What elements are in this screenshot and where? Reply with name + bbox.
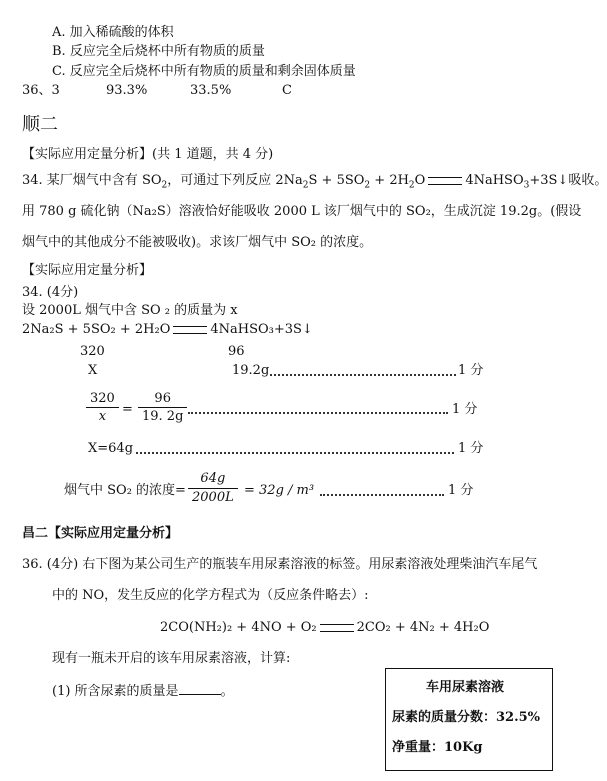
label-mass-fraction: 尿素的质量分数：32.5% <box>392 710 541 725</box>
point-3: 1 分 <box>458 441 484 456</box>
equals-arrow <box>428 177 462 185</box>
question-34-line1: 34. 某厂烟气中含有 $SO_2$，可通过下列反应 $2Na_2S + 5SO_2 + 2H_2O$ 4NaHSO$_3$+3S↓吸收。 <box>22 173 607 191</box>
question-34-line3: 烟气中的其他成分不能被吸收)。求该厂烟气中 SO₂ 的浓度。 <box>22 235 373 250</box>
molar-mass-96: 96 <box>228 344 245 359</box>
fraction-320-x: $\frac{320}{x}$ <box>86 390 119 425</box>
label-title: 车用尿素溶液 <box>426 680 505 695</box>
molar-mass-320: 320 <box>80 344 105 359</box>
section-title: 【实际应用定量分析】(共 1 道题，共 4 分) <box>22 147 274 162</box>
concentration-label: 烟气中 SO₂ 的浓度= <box>64 483 186 498</box>
dotted-leader <box>188 412 448 414</box>
x-result: X=64g <box>88 441 134 456</box>
point-1: 1 分 <box>458 363 484 378</box>
equation-34: 2Na₂S + 5SO₂ + 2H₂O 4NaHSO₃+3S↓ <box>22 322 313 337</box>
equals-arrow <box>173 326 207 334</box>
unknown-x: X <box>88 363 98 378</box>
sub-question-1: (1) 所含尿素的质量是 。 <box>52 680 234 701</box>
equals-sign: = <box>122 402 133 417</box>
answer-number: 36、3 <box>22 83 60 98</box>
dotted-leader <box>270 374 456 376</box>
section-heading-chang: 昌二【实际应用定量分析】 <box>22 526 179 541</box>
setup-line: 设 2000L 烟气中含 SO ₂ 的质量为 x <box>22 303 238 318</box>
answer-value-2: 33.5% <box>190 83 232 98</box>
point-2: 1 分 <box>452 402 478 417</box>
answer-value-3: C <box>282 83 292 98</box>
answer-value-1: 93.3% <box>106 83 148 98</box>
concentration-result: = 32g / m³ <box>244 483 315 498</box>
option-a: A. 加入稀硫酸的体积 <box>52 25 174 40</box>
section-heading-shun: 顺二 <box>22 114 58 135</box>
label-net-weight: 净重量：10Kg <box>392 740 483 755</box>
option-c: C. 反应完全后烧杯中所有物质的质量和剩余固体质量 <box>52 64 356 79</box>
answer-blank[interactable] <box>179 680 221 695</box>
fraction-64g-2000l: $\frac{64g}{2000L}$ <box>188 470 238 507</box>
point-4: 1 分 <box>448 483 474 498</box>
dotted-leader <box>320 494 444 496</box>
fraction-96-19-2: $\frac{96}{19. 2g}$ <box>138 390 187 425</box>
mass-19-2: 19.2g <box>232 363 270 378</box>
equals-arrow <box>320 624 354 632</box>
score-34: 34. (4分) <box>22 285 79 300</box>
question-36-line2: 中的 NO，发生反应的化学方程式为（反应条件略去）: <box>52 588 369 603</box>
product-label <box>385 668 553 771</box>
question-36-line3: 现有一瓶未开启的该车用尿素溶液，计算: <box>52 651 291 666</box>
dotted-leader <box>136 452 454 454</box>
option-b: B. 反应完全后烧杯中所有物质的质量 <box>52 44 265 59</box>
question-36-line1: 36. (4分) 右下图为某公司生产的瓶装车用尿素溶液的标签。用尿素溶液处理柴油汽车尾气 <box>22 557 538 572</box>
section-title-2: 【实际应用定量分析】 <box>22 263 153 278</box>
question-34-line2: 用 780 g 硫化钠（Na₂S）溶液恰好能吸收 2000 L 该厂烟气中的 SO₂，生成沉淀 19.2g。(假设 <box>22 204 582 219</box>
equation-36: 2CO(NH₂)₂ + 4NO + O₂ 2CO₂ + 4N₂ + 4H₂O <box>160 620 490 635</box>
